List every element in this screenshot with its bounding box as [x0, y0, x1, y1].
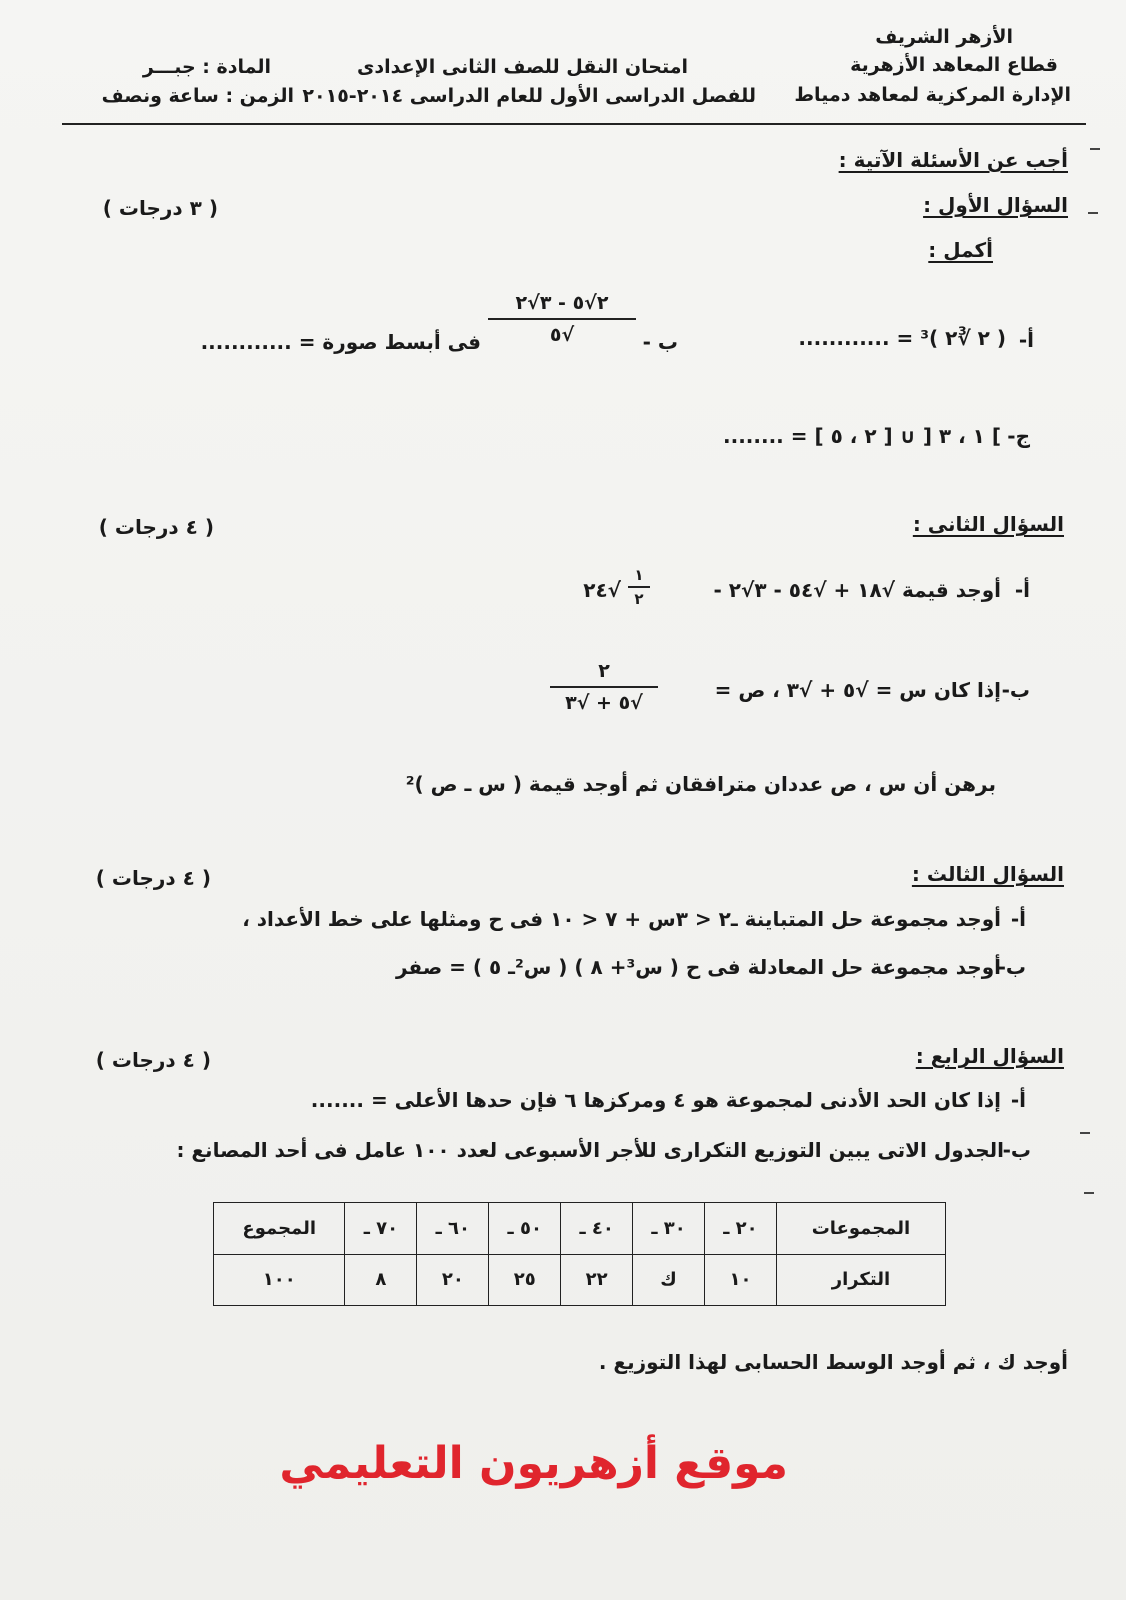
q4-a-label: أ- — [1010, 1088, 1026, 1112]
table-cell: ٢٠ ـ — [705, 1203, 777, 1255]
q4-a-text: إذا كان الحد الأدنى لمجموعة هو ٤ ومركزها ٦ فإن حدها الأعلى = ....... — [310, 1088, 1001, 1112]
q4-b-label: ب- — [1002, 1138, 1031, 1162]
q3-marks: ( ٤ درجات ) — [95, 866, 211, 890]
q2-b-expression: إذا كان س = √٥ + √٣ ، ص = — [714, 678, 1001, 702]
table-cell: ١٠ — [705, 1254, 777, 1306]
header-center-line-2: للفصل الدراسى الأول للعام الدراسى ٢٠١٤-٢٠١٥ — [302, 85, 756, 107]
q2-a-frac-den: ٢ — [634, 590, 644, 608]
q2-marks: ( ٤ درجات ) — [98, 515, 214, 539]
q2-a-fraction — [628, 566, 650, 608]
table-cell: ٢٠ — [417, 1254, 489, 1306]
q1-marks: ( ٣ درجات ) — [102, 196, 218, 220]
q4-final-question: أوجد ك ، ثم أوجد الوسط الحسابى لهذا التوزيع . — [598, 1350, 1068, 1374]
q3-b-label: ب- — [997, 955, 1026, 979]
frequency-table — [213, 1202, 946, 1306]
q2-b-denominator: √٥ + √٣ — [565, 692, 643, 714]
table-cell: ٧٠ ـ — [345, 1203, 417, 1255]
q1-c-label: ج- — [1007, 424, 1030, 448]
q1-b-numerator: ٢√٥ - ٣√٢ — [515, 292, 609, 314]
table-cell: التكرار — [776, 1254, 945, 1306]
table-row — [214, 1254, 946, 1306]
margin-mark — [1088, 212, 1098, 214]
table-cell: ١٠٠ — [214, 1254, 345, 1306]
q1-b-denominator: √٥ — [549, 324, 575, 346]
q1-title: السؤال الأول : — [923, 193, 1068, 217]
table-cell: ٣٠ ـ — [633, 1203, 705, 1255]
instructions: أجب عن الأسئلة الآتية : — [838, 148, 1068, 172]
q3-a-text: أوجد مجموعة حل المتباينة ـ٢ < ٣س + ٧ < ١٠ فى ح ومثلها على خط الأعداد ، — [242, 907, 1001, 931]
header-right-line-2: قطاع المعاهد الأزهرية — [850, 54, 1058, 76]
q4-b-text: الجدول الاتى يبين التوزيع التكرارى للأجر الأسبوعى لعدد ١٠٠ عامل فى أحد المصانع : — [176, 1138, 1004, 1162]
table-cell: ٢٥ — [489, 1254, 561, 1306]
q1-a-expression: ( ٢ ∛٢ )³ = ............ — [798, 326, 1006, 350]
header-right-line-1: الأزهر الشريف — [875, 26, 1013, 48]
table-row — [214, 1203, 946, 1255]
q2-a-tail: √٢٤ — [583, 578, 621, 602]
header-time: الزمن : ساعة ونصف — [101, 85, 294, 107]
margin-mark — [1080, 1132, 1090, 1134]
q2-b-numerator: ٢ — [598, 660, 610, 682]
q2-title: السؤال الثانى : — [912, 512, 1064, 536]
q2-b-label: ب- — [1001, 678, 1030, 702]
q4-title: السؤال الرابع : — [915, 1044, 1064, 1068]
header-divider — [62, 123, 1086, 125]
q1-subtitle: أكمل : — [928, 238, 993, 262]
q3-b-text: أوجد مجموعة حل المعادلة فى ح ( س³+ ٨ ) ( س²ـ ٥ ) = صفر — [395, 955, 1001, 979]
header-right-line-3: الإدارة المركزية لمعاهد دمياط — [794, 84, 1071, 106]
q1-b-tail: فى أبسط صورة = ............ — [200, 330, 481, 354]
table-cell: ٢٢ — [561, 1254, 633, 1306]
q2-a-frac-num: ١ — [634, 566, 644, 584]
margin-mark — [1084, 1192, 1094, 1194]
table-cell: ٦٠ ـ — [417, 1203, 489, 1255]
site-watermark: موقع أزهريون التعليمي — [279, 1438, 788, 1489]
header-center-line-1: امتحان النقل للصف الثانى الإعدادى — [357, 56, 688, 78]
q1-b-label: ب - — [642, 330, 678, 354]
table-cell: المجموعات — [776, 1203, 945, 1255]
q3-title: السؤال الثالث : — [911, 862, 1064, 886]
q3-a-label: أ- — [1010, 907, 1026, 931]
q2-a-label: أ- — [1014, 578, 1030, 602]
q1-c-expression: ] ١ ، ٣ [ ∪ [ ٢ ، ٥ ] = ........ — [723, 424, 1001, 448]
q1-b-fraction — [488, 292, 636, 346]
table-cell: المجموع — [214, 1203, 345, 1255]
margin-mark — [1090, 148, 1100, 150]
q4-marks: ( ٤ درجات ) — [95, 1048, 211, 1072]
table-cell: ٨ — [345, 1254, 417, 1306]
table-cell: ك — [633, 1254, 705, 1306]
q1-a-label: أ- — [1018, 328, 1034, 352]
q2-a-expression: أوجد قيمة √١٨ + √٥٤ - ٣√٢ - — [713, 578, 1001, 602]
table-cell: ٥٠ ـ — [489, 1203, 561, 1255]
q2-b-line2: برهن أن س ، ص عددان مترافقان ثم أوجد قيمة ( س ـ ص )² — [405, 772, 996, 796]
header-subject: المادة : جبـــر — [142, 56, 271, 78]
table-cell: ٤٠ ـ — [561, 1203, 633, 1255]
q2-b-fraction — [550, 660, 658, 714]
